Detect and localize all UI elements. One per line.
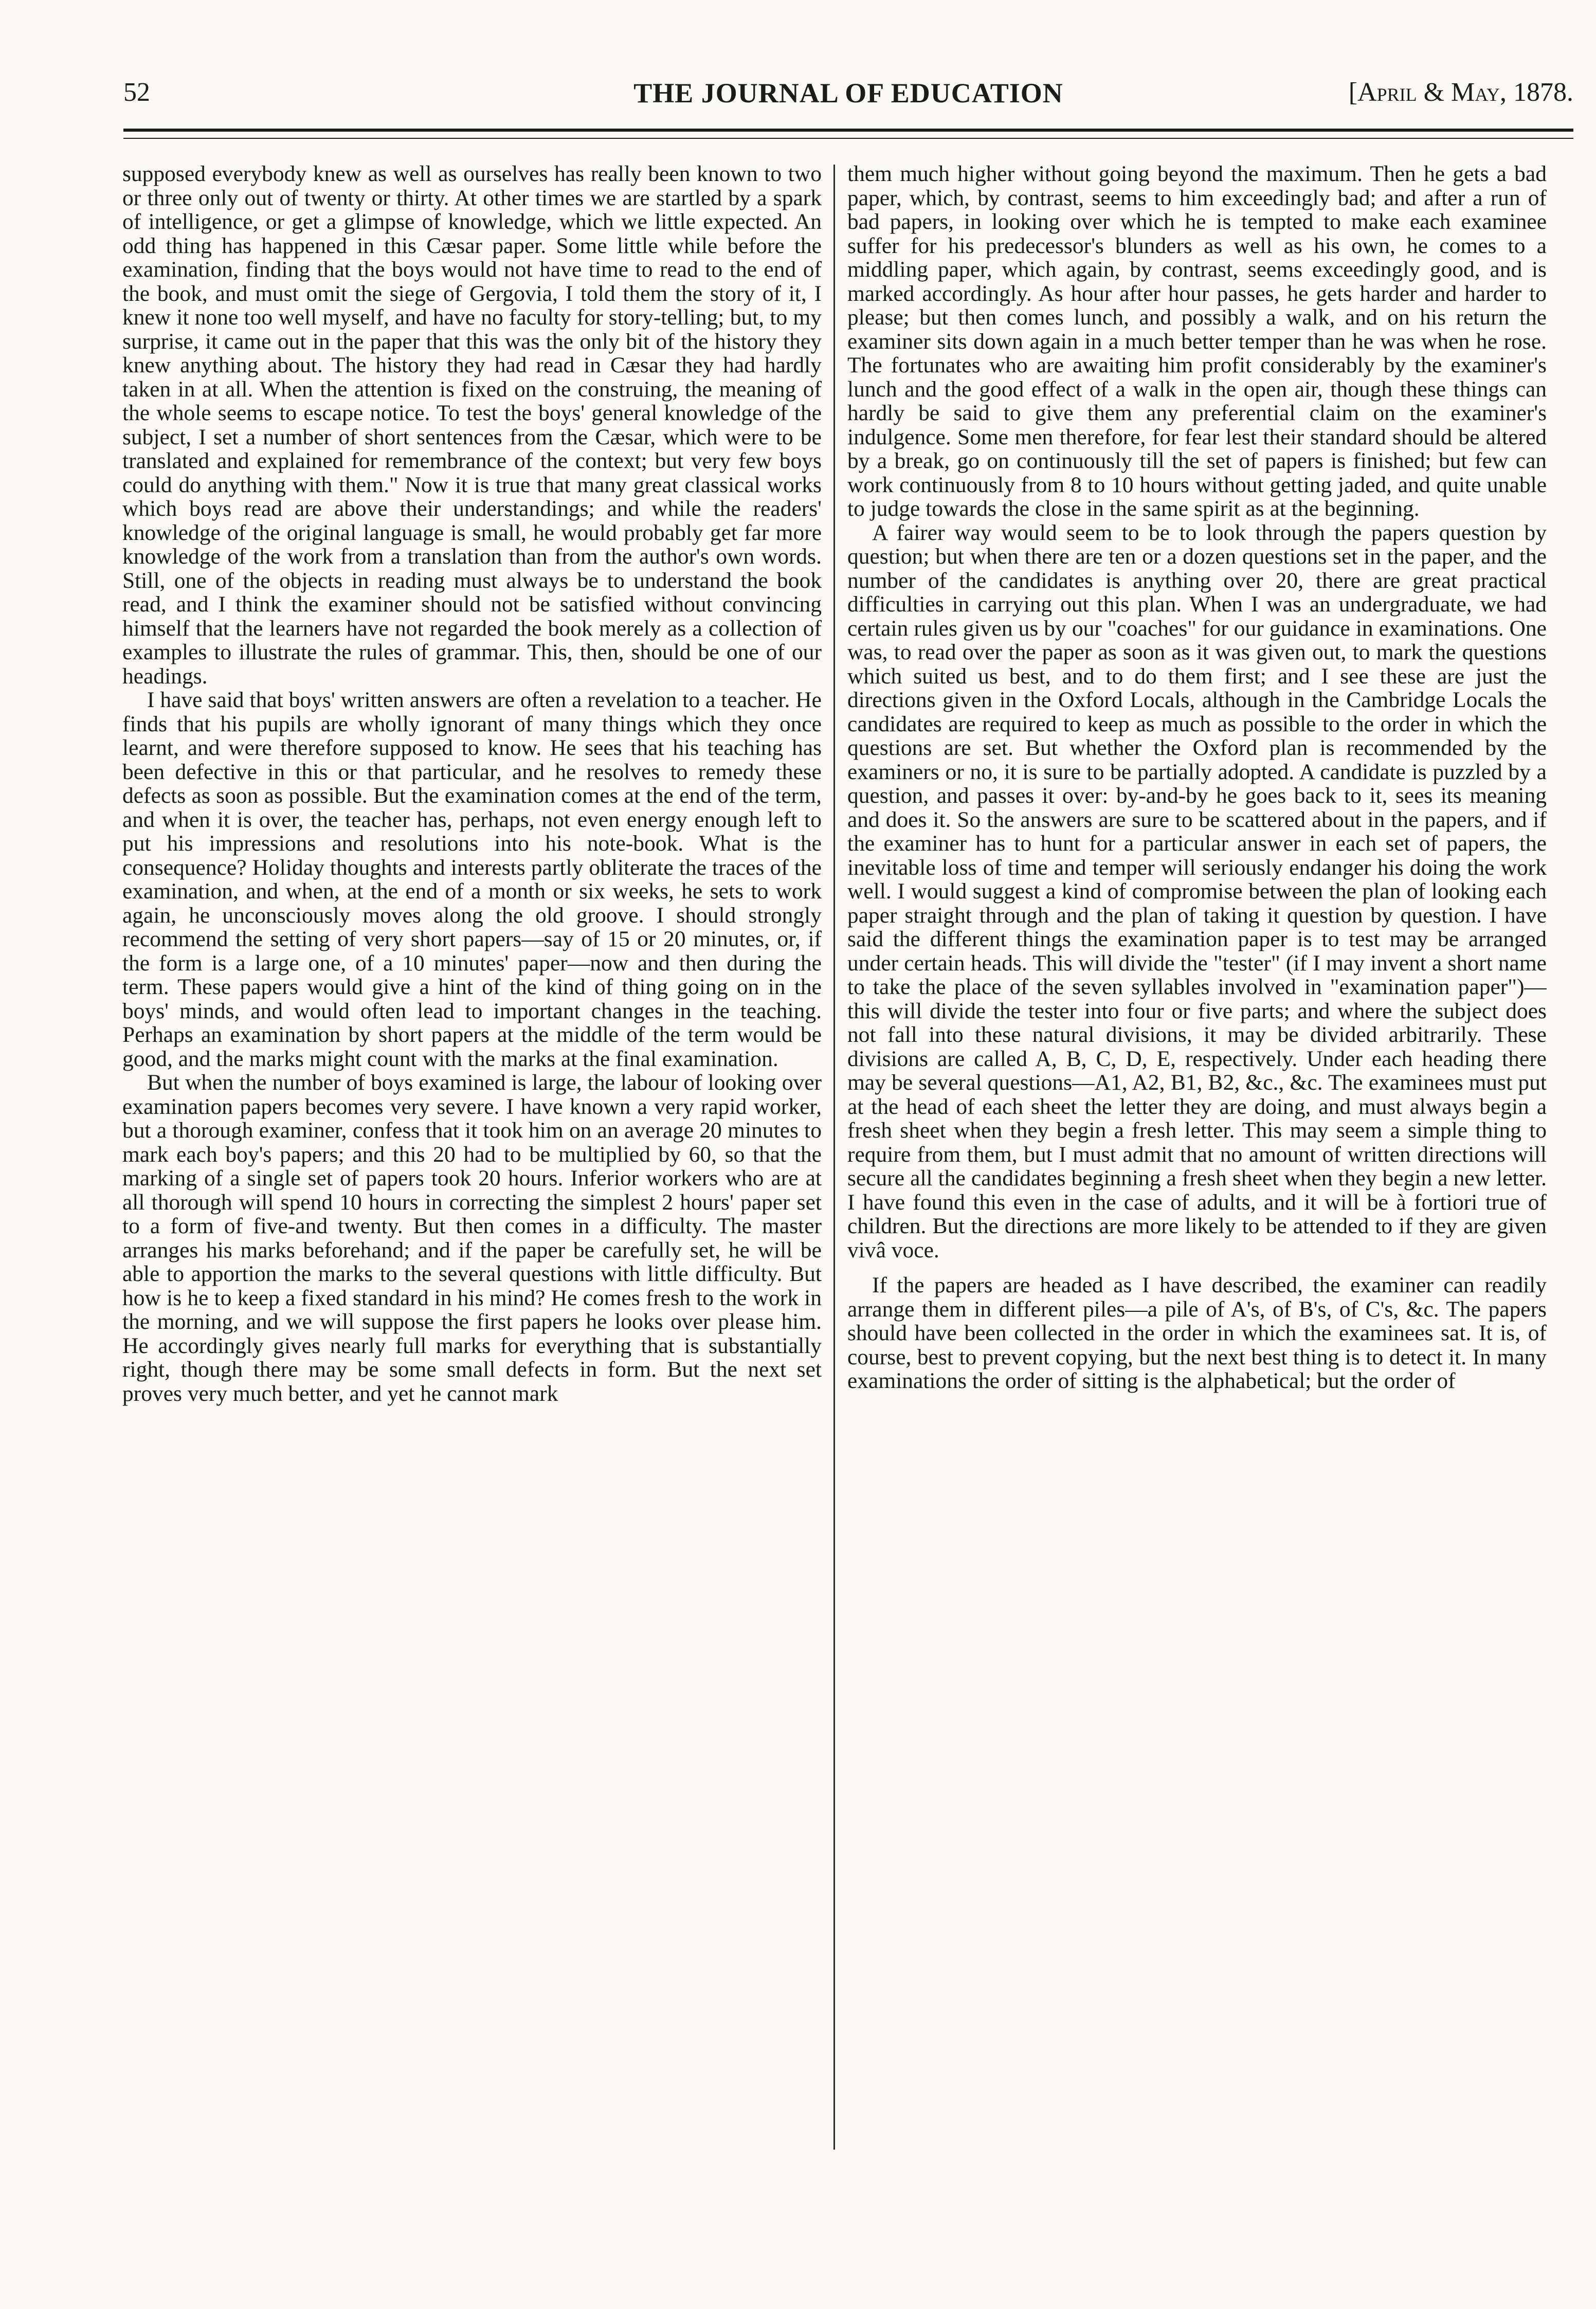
paragraph: If the papers are headed as I have described, the examiner can readily arrange them in different piles—a pile of A's, of B's, of C's, &c. The papers should have been collected in the order in which the examinees sat. It is, of course, best to prevent copying, but the next best thing is to detect it. In many examinations the order of sitting is the alphabetical; but the order of (847, 1273, 1547, 1393)
page-number: 52 (123, 78, 150, 107)
left-column (122, 162, 822, 2147)
issue-date (1349, 77, 1573, 107)
journal-title: THE JOURNAL OF EDUCATION (633, 78, 1063, 109)
page-header (123, 77, 1573, 118)
column-divider (833, 165, 835, 2150)
right-column (847, 162, 1547, 2147)
issue-date-bracket: [ (1348, 78, 1358, 107)
header-rule-thin (123, 138, 1573, 139)
paragraph: A fairer way would seem to be to look through the papers question by question; but when there are ten or a dozen questions set in the paper, and the number of the candidates is anything over 20, there are great practical difficulties in carrying out this plan. When I was an undergraduate, we had certain rules given us by our "coaches" for our guidance in examinations. One was, to read over the paper as soon as it was given out, to mark the questions which suited us best, and to do them first; and I see these are just the directions given in the Oxford Locals, although in the Cambridge Locals the candidates are required to keep as much as possible to the order in which the questions are set. But whether the Oxford plan is recommended by the examiners or no, it is sure to be partially adopted. A candidate is puzzled by a question, and passes it over: by-and-by he goes back to it, sees its meaning and does it. So the answers are sure to be scattered about in the papers, and if the examiner has to hunt for a particular answer in each set of papers, the inevitable loss of time and temper will seriously endanger his doing the work well. I would suggest a kind of compromise between the plan of looking each paper straight through and the plan of taking it question by question. I have said the different things the examination paper is to test may be arranged under certain heads. This will divide the "tester" (if I may invent a short name to take the place of the seven syllables involved in "examination paper")—this will divide the tester into four or five parts; and where the subject does not fall into these natural divisions, it may be divided arbitrarily. These divisions are called A, B, C, D, E, respectively. Under each heading there may be several questions—A1, A2, B1, B2, &c., &c. The examinees must put at the head of each sheet the letter they are doing, and must always begin a fresh sheet when they begin a fresh letter. This may seem a simple thing to require from them, but I must admit that no amount of written directions will secure all the candidates beginning a fresh sheet when they begin a new letter. I have found this even in the case of adults, and it will be à fortiori true of children. But the directions are more likely to be attended to if they are given vivâ voce. (847, 520, 1547, 1262)
header-rule-thick (123, 129, 1573, 132)
paragraph: But when the number of boys examined is large, the labour of looking over examination papers becomes very severe. I have known a very rapid worker, but a thorough examiner, confess that it took him on an average 20 minutes to mark each boy's papers; and this 20 had to be multiplied by 60, so that the marking of a single set of papers took 20 hours. Inferior workers who are at all thorough will spend 10 hours in correcting the simplest 2 hours' paper set to a form of five-and twenty. But then comes in a difficulty. The master arranges his marks beforehand; and if the paper be carefully set, he will be able to apportion the marks to the several questions with little difficulty. But how is he to keep a fixed standard in his mind? He comes fresh to the work in the morning, and we will suppose the first papers he looks over please him. He accordingly gives nearly full marks for everything that is substantially right, though there may be some small defects in form. But the next set proves very much better, and yet he cannot mark (122, 1070, 822, 1406)
issue-date-year: , 1878. (1500, 78, 1573, 107)
paragraph: supposed everybody knew as well as ourselves has really been known to two or three only out of twenty or thirty. At other times we are startled by a spark of intelligence, or get a glimpse of knowledge, which we little expected. An odd thing has happened in this Cæsar paper. Some little while before the examination, finding that the boys would not have time to read to the end of the book, and must omit the siege of Gergovia, I told them the story of it, I knew it none too well myself, and have no faculty for story-telling; but, to my surprise, it came out in the paper that this was the only bit of the history they knew anything about. The history they had read in Cæsar they had hardly taken in at all. When the attention is fixed on the construing, the meaning of the whole seems to escape notice. To test the boys' general knowledge of the subject, I set a number of short sentences from the Cæsar, which were to be translated and explained for remembrance of the context; but very few boys could do anything with them." Now it is true that many great classical works which boys read are above their understandings; and while the readers' knowledge of the original language is small, he would probably get far more knowledge of the work from a translation than from the author's own words. Still, one of the objects in reading must always be to understand the book read, and I think the examiner should not be satisfied without convincing himself that the learners have not regarded the book merely as a collection of examples to illustrate the rules of grammar. This, then, should be one of our headings. (122, 162, 822, 689)
issue-date-months: April & May (1357, 78, 1500, 107)
paragraph: them much higher without going beyond the maximum. Then he gets a bad paper, which, by contrast, seems to him exceedingly bad; and after a run of bad papers, in looking over which he is tempted to make each examinee suffer for his predecessor's blunders as well as his own, he comes to a middling paper, which again, by contrast, seems exceedingly good, and is marked accordingly. As hour after hour passes, he gets harder and harder to please; but then comes lunch, and possibly a walk, and on his return the examiner sits down again in a much better temper than he was when he rose. The fortunates who are awaiting him profit considerably by the examiner's lunch and the good effect of a walk in the open air, though these things can hardly be said to give them any preferential claim on the examiner's indulgence. Some men therefore, for fear lest their standard should be altered by a break, go on continuously till the set of papers is finished; but few can work continuously from 8 to 10 hours without getting jaded, and quite unable to judge towards the close in the same spirit as at the beginning. (847, 162, 1547, 521)
paragraph: I have said that boys' written answers are often a revelation to a teacher. He finds that his pupils are wholly ignorant of many things which they once learnt, and were therefore supposed to know. He sees that his teaching has been defective in this or that particular, and he resolves to remedy these defects as soon as possible. But the examination comes at the end of the term, and when it is over, the teacher has, perhaps, not even energy enough left to put his impressions and resolutions into his note-book. What is the consequence? Holiday thoughts and interests partly obliterate the traces of the examination, and when, at the end of a month or six weeks, he sets to work again, he unconsciously moves along the old groove. I should strongly recommend the setting of very short papers—say of 15 or 20 minutes, or, if the form is a large one, of a 10 minutes' paper—now and then during the term. These papers would give a hint of the kind of thing going on in the boys' minds, and would often lead to important changes in the teaching. Perhaps an examination by short papers at the middle of the term would be good, and the marks might count with the marks at the final examination. (122, 688, 822, 1071)
